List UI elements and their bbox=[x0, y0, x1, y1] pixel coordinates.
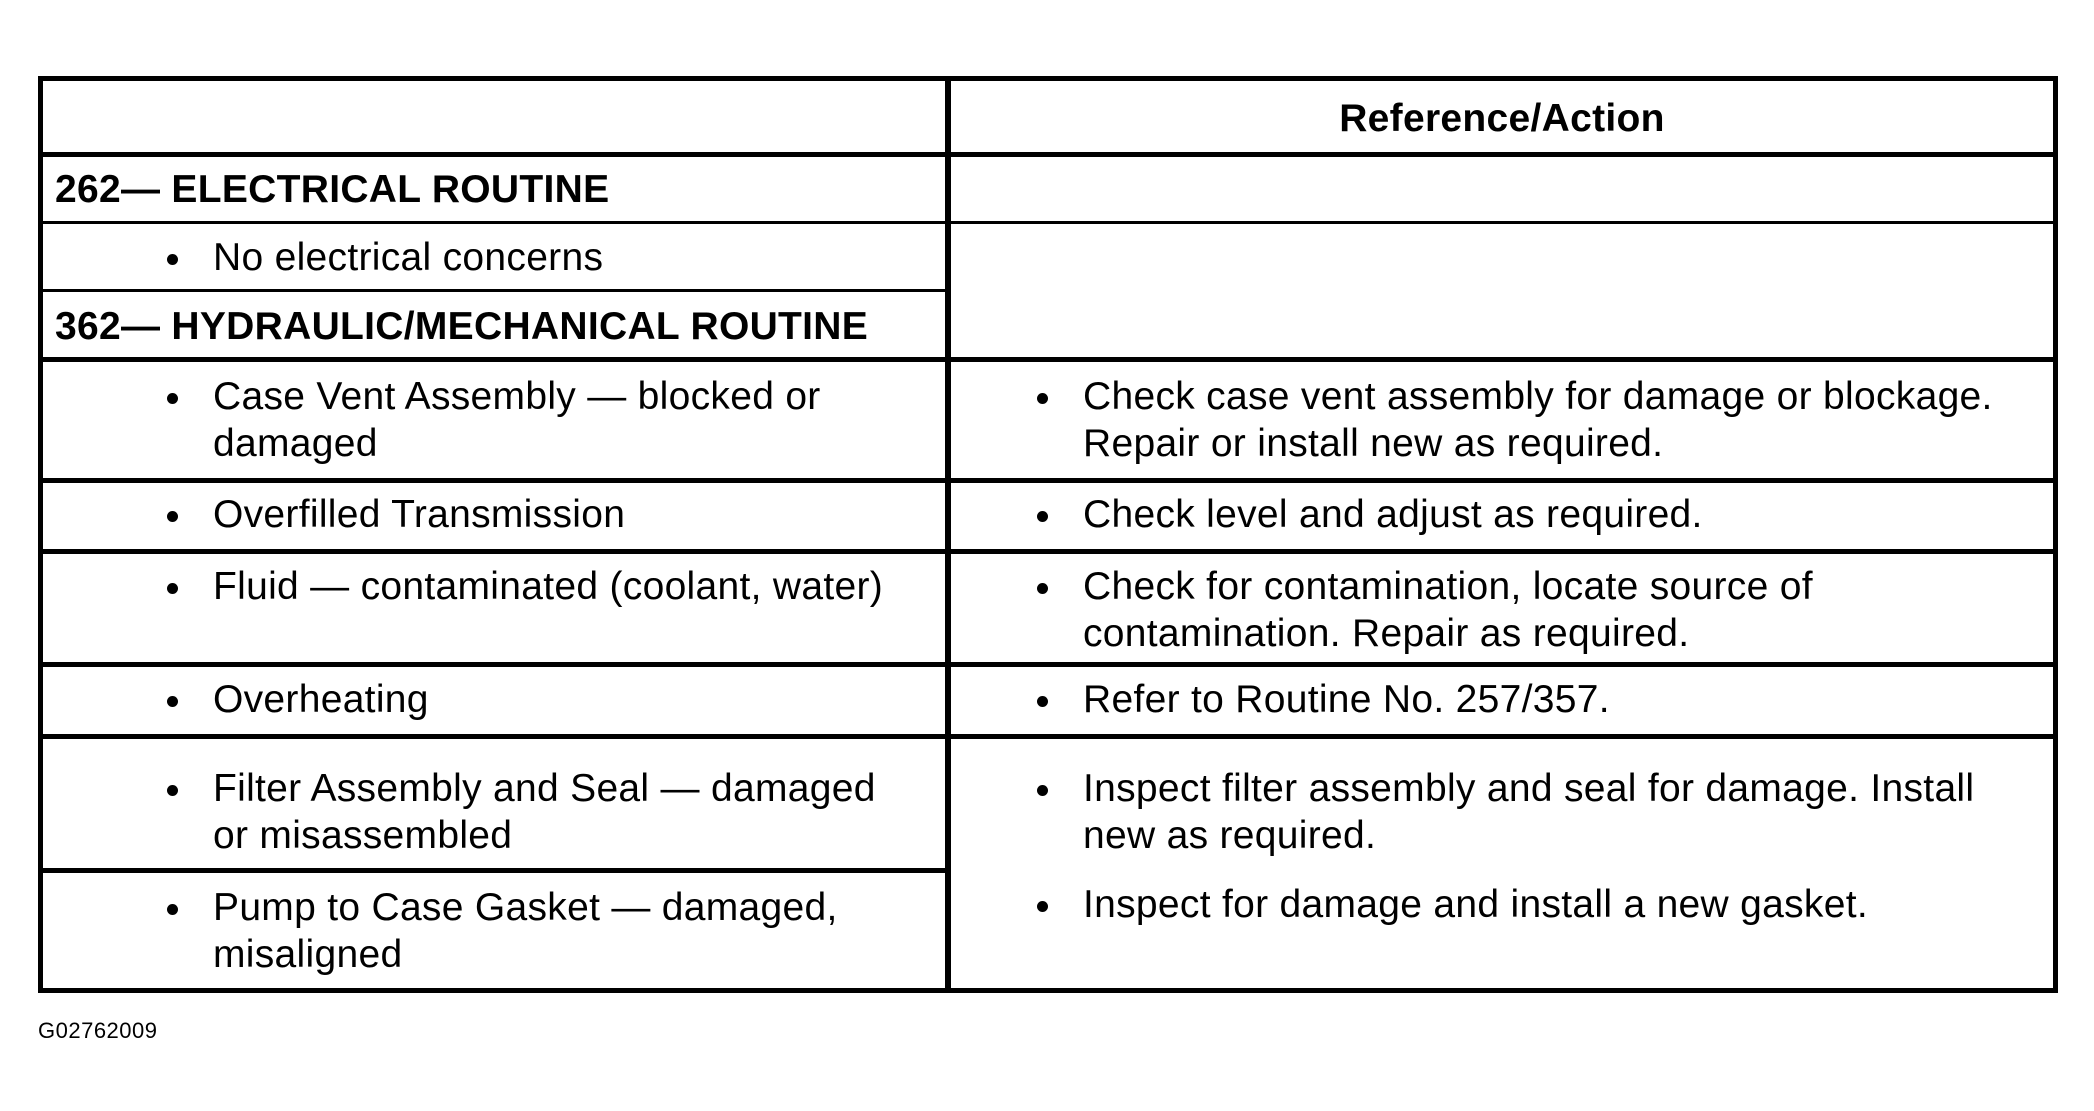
row-rule bbox=[43, 478, 2053, 483]
condition-filter-assembly: Filter Assembly and Seal — damaged or misassembled bbox=[213, 767, 876, 857]
bullet bbox=[167, 393, 178, 404]
diagnostic-table bbox=[38, 76, 2058, 993]
action-case-vent: Check case vent assembly for damage or blockage. Repair or install new as required. bbox=[1083, 375, 1993, 465]
action-overfilled: Check level and adjust as required. bbox=[1083, 493, 1703, 536]
row-rule bbox=[43, 549, 2053, 554]
bullet bbox=[1037, 511, 1048, 522]
row-rule bbox=[43, 868, 948, 873]
header-rule bbox=[43, 152, 2053, 157]
column-divider bbox=[945, 81, 951, 988]
bullet bbox=[167, 511, 178, 522]
action-pump-gasket: Inspect for damage and install a new gasket. bbox=[1083, 883, 1868, 926]
bullet bbox=[167, 785, 178, 796]
row-rule bbox=[43, 734, 2053, 739]
row-rule bbox=[43, 289, 948, 292]
figure-id: G02762009 bbox=[38, 1018, 158, 1043]
bullet bbox=[1037, 696, 1048, 707]
bullet bbox=[1037, 785, 1048, 796]
action-filter-assembly: Inspect filter assembly and seal for damage. Install new as required. bbox=[1083, 767, 1975, 857]
condition-pump-gasket: Pump to Case Gasket — damaged, misaligned bbox=[213, 886, 838, 976]
condition-overheating: Overheating bbox=[213, 678, 429, 721]
condition-fluid-contaminated: Fluid — contaminated (coolant, water) bbox=[213, 565, 884, 608]
section-title-electrical: 262— ELECTRICAL ROUTINE bbox=[55, 168, 610, 211]
bullet bbox=[1037, 393, 1048, 404]
section-title-hydraulic-mechanical: 362— HYDRAULIC/MECHANICAL ROUTINE bbox=[55, 305, 869, 348]
condition-overfilled: Overfilled Transmission bbox=[213, 493, 626, 536]
row-rule bbox=[43, 221, 2053, 224]
bullet bbox=[1037, 901, 1048, 912]
bullet bbox=[1037, 583, 1048, 594]
condition-no-electrical-concerns: No electrical concerns bbox=[213, 236, 604, 279]
action-fluid-contaminated: Check for contamination, locate source of contamination. Repair as required. bbox=[1083, 565, 1813, 655]
action-overheating: Refer to Routine No. 257/357. bbox=[1083, 678, 1610, 721]
bullet bbox=[167, 583, 178, 594]
column-header-reference-action: Reference/Action bbox=[1339, 97, 1665, 140]
bullet bbox=[167, 696, 178, 707]
bullet bbox=[167, 254, 178, 265]
row-rule bbox=[43, 357, 2053, 362]
bullet bbox=[167, 904, 178, 915]
row-rule bbox=[43, 662, 2053, 667]
condition-case-vent: Case Vent Assembly — blocked or damaged bbox=[213, 375, 821, 465]
